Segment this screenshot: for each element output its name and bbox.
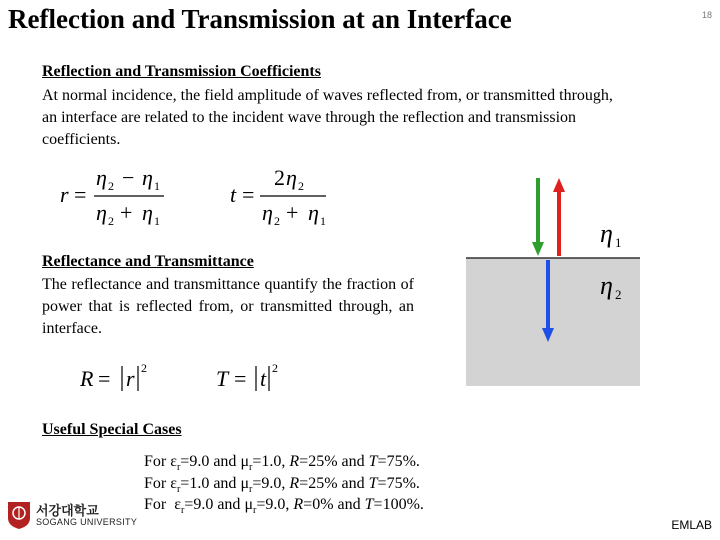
reflectance-heading: Reflectance and Transmittance xyxy=(42,253,254,270)
two-numerator-t: 2 xyxy=(274,165,285,190)
logo-korean: 서강대학교 xyxy=(36,503,99,518)
sub2-denominator-t: 2 xyxy=(274,214,280,228)
plus-sign-t: + xyxy=(286,200,299,225)
slide-number: 18 xyxy=(701,10,712,20)
coefficient-formulas xyxy=(58,160,348,232)
eta1-denominator-t: η xyxy=(308,200,319,225)
r-in-abs: r xyxy=(126,366,135,391)
eta1-subscript: 1 xyxy=(615,235,622,250)
eta2-numerator-t: η xyxy=(286,165,297,190)
eta2-denominator-t: η xyxy=(262,200,273,225)
minus-sign: − xyxy=(122,165,135,190)
square-R: 2 xyxy=(141,361,147,375)
eta1-numerator-r: η xyxy=(142,165,153,190)
eta1-label: η xyxy=(600,219,613,248)
r-symbol: r xyxy=(60,182,69,207)
equals-sign-T: = xyxy=(234,366,247,391)
university-logo xyxy=(6,500,138,532)
medium-2-region xyxy=(466,258,640,386)
equals-sign-R: = xyxy=(98,366,111,391)
reflected-arrowhead xyxy=(553,178,565,192)
reflectance-formulas xyxy=(78,358,288,398)
sub1-denominator-r: 1 xyxy=(154,214,160,228)
page-title: Reflection and Transmission at an Interface xyxy=(8,4,512,34)
sub2-numerator-r: 2 xyxy=(108,179,114,193)
sub2-numerator-t: 2 xyxy=(298,179,304,193)
special-case-2: For $\varepsilon_r=1.0$ and $\mu_r=9.0$, R=25% and T=75%. xyxy=(144,475,420,496)
lab-name: EMLAB xyxy=(671,518,712,532)
eta2-denominator-r: η xyxy=(96,200,107,225)
coefficients-text: At normal incidence, the field amplitude of waves reflected from, or transmitted through, an interface are related to the incident wave through the reflection and transmission coefficients. xyxy=(42,87,613,148)
eta1-denominator-r: η xyxy=(142,200,153,225)
sub1-numerator-r: 1 xyxy=(154,179,160,193)
coefficients-heading: Reflection and Transmission Coefficients xyxy=(42,63,321,80)
equals-sign-r: = xyxy=(74,182,87,207)
R-symbol: R xyxy=(80,366,94,391)
t-in-abs: t xyxy=(260,366,267,391)
interface-diagram xyxy=(466,172,640,386)
plus-sign-r: + xyxy=(120,200,133,225)
square-T: 2 xyxy=(272,361,278,375)
reflectance-text: The reflectance and transmittance quantify the fraction of power that is reflected from, or transmitted through, an interface. xyxy=(42,276,414,337)
sub2-denominator-r: 2 xyxy=(108,214,114,228)
logo-english: SOGANG UNIVERSITY xyxy=(36,517,138,527)
special-cases-heading: Useful Special Cases xyxy=(42,421,182,438)
eta2-subscript: 2 xyxy=(615,287,622,302)
equals-sign-t: = xyxy=(242,182,255,207)
t-symbol: t xyxy=(230,182,237,207)
eta2-numerator-r: η xyxy=(96,165,107,190)
special-case-1: For $\varepsilon_r=9.0$ and $\mu_r=1.0$, R=25% and T=75%. xyxy=(144,453,420,474)
T-symbol: T xyxy=(216,366,229,391)
incident-arrowhead xyxy=(532,242,544,256)
special-case-3: For $\varepsilon_r=9.0$ and $\mu_r=9.0$, R=0% and T=100%. xyxy=(144,496,424,517)
university-seal-icon xyxy=(6,500,32,530)
sub1-denominator-t: 1 xyxy=(320,214,326,228)
eta2-label: η xyxy=(600,271,613,300)
